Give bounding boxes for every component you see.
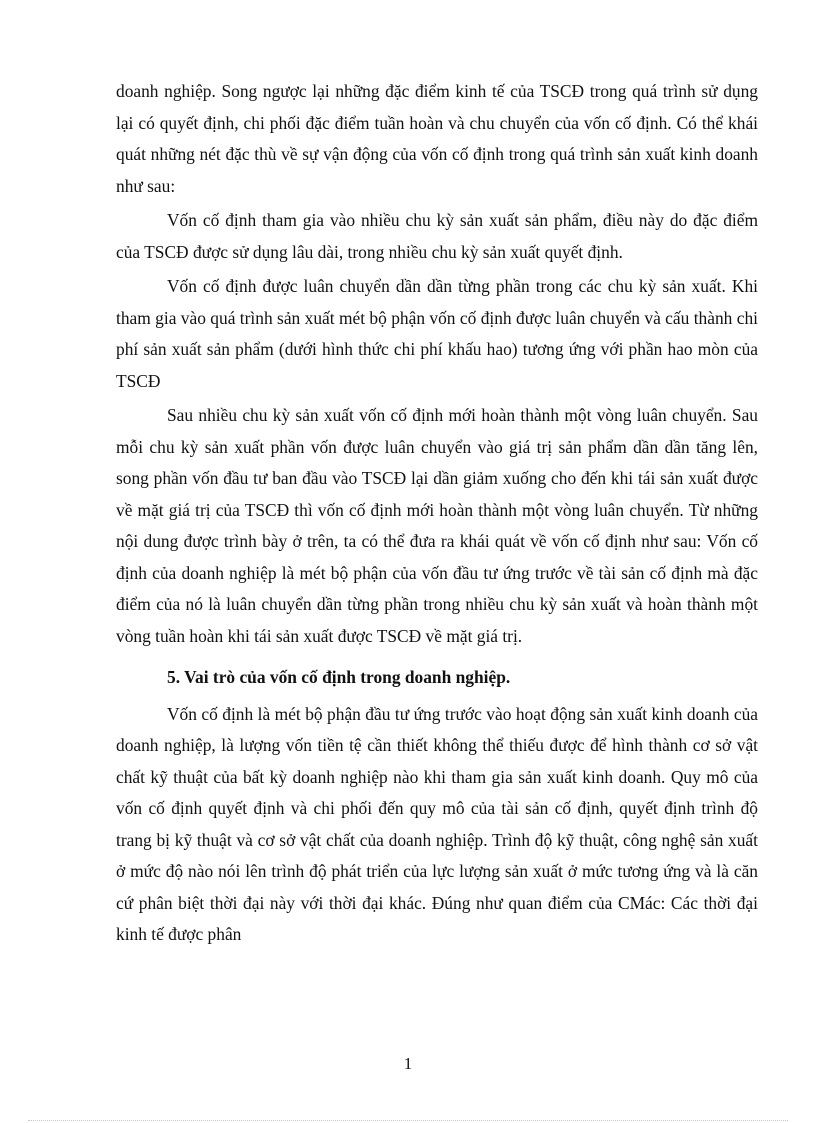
paragraph-role-of-fixed-capital: Vốn cố định là mét bộ phận đầu tư ứng trước vào hoạt động sản xuất kinh doanh của doanh nghiệp, là lượng vốn tiền tệ cần thiết không thể thiếu được để hình thành cơ sở vật chất kỹ thuật của bất kỳ doanh nghiệp nào khi tham gia sản xuất kinh doanh. Quy mô của vốn cố định quyết định và chi phối đến quy mô của tài sản cố định, quyết định trình độ trang bị kỹ thuật và cơ sở vật chất của doanh nghiệp. Trình độ kỹ thuật, công nghệ sản xuất ở mức độ nào nói lên trình độ phát triển của lực lượng sản xuất ở mức tương ứng và là căn cứ phân biệt thời đại này với thời đại khác. Đúng như quan điểm của CMác: Các thời đại kinh tế được phân <box>116 703 758 944</box>
footer-divider <box>28 1120 788 1121</box>
paragraph-long-term-use: Vốn cố định tham gia vào nhiều chu kỳ sản xuất sản phẩm, điều này do đặc điểm của TSCĐ được sử dụng lâu dài, trong nhiều chu kỳ sản xuất quyết định. <box>116 210 758 262</box>
paragraph-full-cycle: Sau nhiều chu kỳ sản xuất vốn cố định mới hoàn thành một vòng luân chuyển. Sau mỗi chu kỳ sản xuất phần vốn được luân chuyển vào giá trị sản phẩm dần dần tăng lên, song phần vốn đầu tư ban đầu vào TSCĐ lại dần giảm xuống cho đến khi tái sản xuất được về mặt giá trị của TSCĐ thì vốn cố định mới hoàn thành một vòng luân chuyển. Từ những nội dung được trình bày ở trên, ta có thể đưa ra khái quát về vốn cố định như sau: Vốn cố định của doanh nghiệp là mét bộ phận của vốn đầu tư ứng trước về tài sản cố định mà đặc điểm của nó là luân chuyển dần từng phần trong nhiều chu kỳ sản xuất và hoàn thành một vòng tuần hoàn khi tái sản xuất được TSCĐ về mặt giá trị. <box>116 405 758 646</box>
page-number: 1 <box>403 1054 413 1073</box>
section-heading: 5. Vai trò của vốn cố định trong doanh nghiệp. <box>167 667 511 687</box>
paragraph-continuation: doanh nghiệp. Song ngược lại những đặc điểm kinh tế của TSCĐ trong quá trình sử dụng lại có quyết định, chi phối đặc điểm tuần hoàn và chu chuyển của vốn cố định. Có thể khái quát những nét đặc thù về sự vận động của vốn cố định trong quá trình sản xuất kinh doanh như sau: <box>116 81 758 196</box>
paragraph-gradual-circulation: Vốn cố định được luân chuyển dần dần từng phần trong các chu kỳ sản xuất. Khi tham gia vào quá trình sản xuất mét bộ phận vốn cố định được luân chuyển và cấu thành chi phí sản xuất sản phẩm (dưới hình thức chi phí khấu hao) tương ứng với phần hao mòn của TSCĐ <box>116 276 758 391</box>
page-body <box>116 76 758 954</box>
